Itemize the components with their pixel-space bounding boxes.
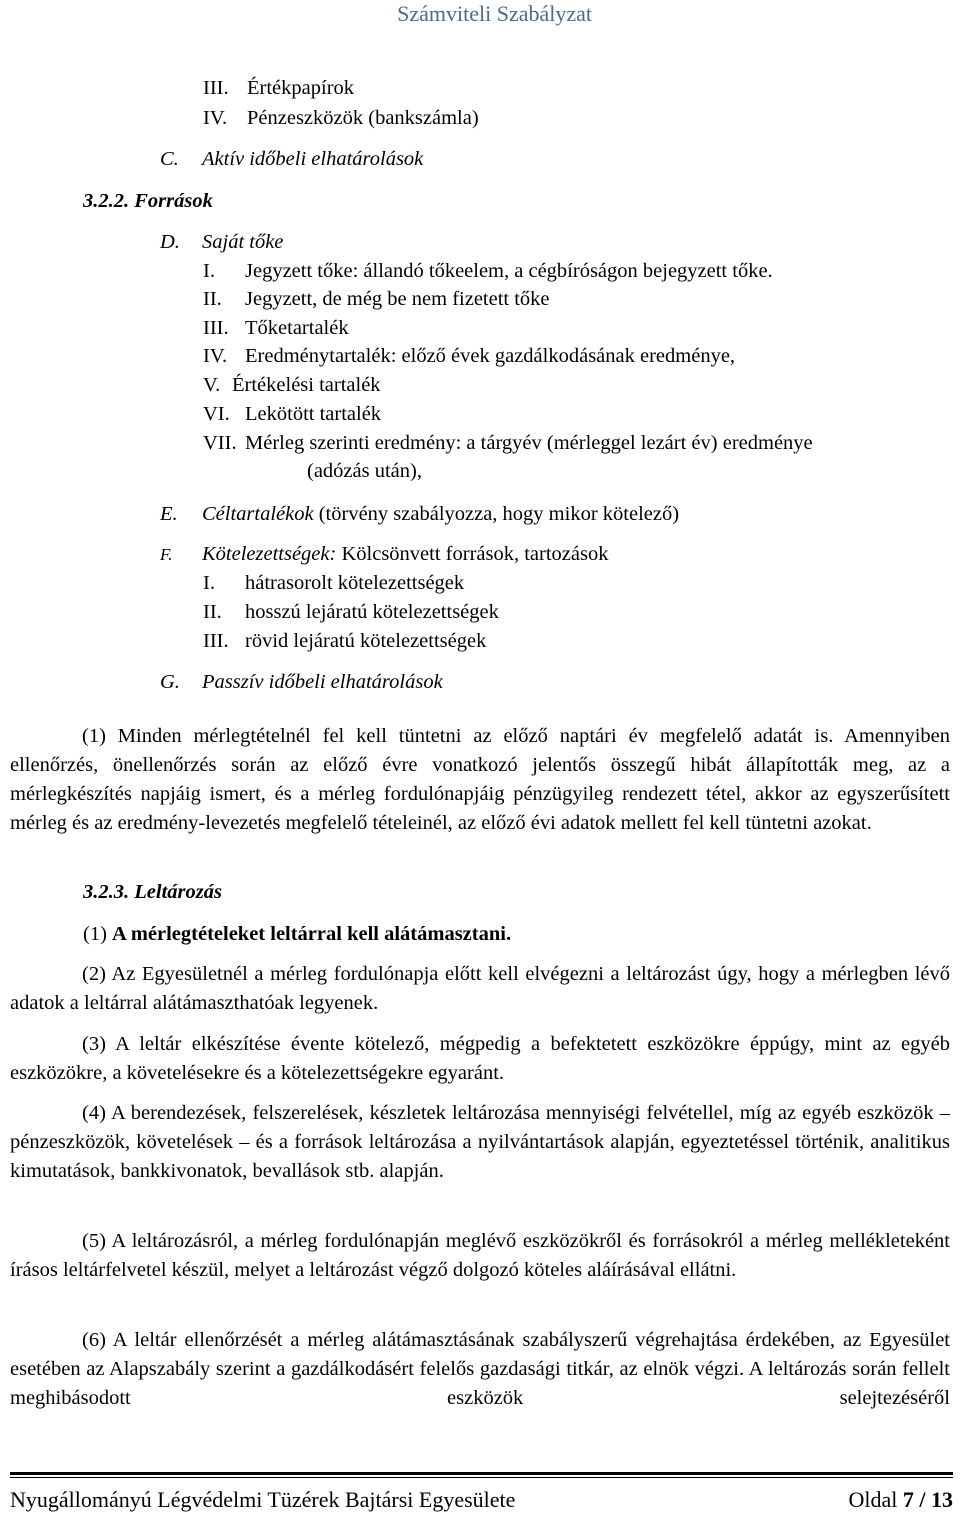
paragraph-text: (1) Minden mérlegtételnél fel kell tüntetni az előző naptári év megfelelő adatát is. Amennyiben ellenőrzés, önellenőrzés során az előző évre vonatkozó jelentős összegű hibát állapították meg, az a mérlegkészítés napjáig ismert, és a mérleg fordulónapjáig pénzügyileg rendezett tétel, akkor az egyszerűsített mérleg és az eredmény-levezetés megfelelő tételeinél, az előző évi adatok mellett fel kell tüntetni azokat. bbox=[10, 725, 950, 834]
page-label: Oldal bbox=[848, 1487, 898, 1512]
list-item-continuation: (adózás után), bbox=[307, 460, 422, 482]
list-item bbox=[203, 76, 355, 100]
footer-rule-thick bbox=[10, 1472, 953, 1475]
page-total: 13 bbox=[931, 1487, 953, 1512]
section-e bbox=[160, 502, 680, 526]
list-item bbox=[203, 344, 736, 368]
leltar-paragraph-6 bbox=[10, 1326, 950, 1413]
list-item-number: III. bbox=[203, 630, 229, 652]
list-item bbox=[203, 600, 499, 624]
list-item-number: VI. bbox=[203, 403, 230, 425]
list-item-text: Tőketartalék bbox=[245, 317, 349, 339]
section-letter: D. bbox=[160, 231, 180, 253]
list-item bbox=[203, 316, 349, 340]
leltar-paragraph-5 bbox=[10, 1227, 950, 1285]
list-item-number: II. bbox=[203, 601, 222, 623]
paragraph-text: (5) A leltározásról, a mérleg fordulónapján meglévő eszközökről és forrásokról a mérleg mellékleteként írásos leltárfelvetel készül, melyet a leltározást végző dolgozó köteles aláírásával ellátni. bbox=[10, 1230, 950, 1281]
page-current: 7 bbox=[902, 1487, 914, 1512]
list-item-text: Eredménytartalék: előző évek gazdálkodásának eredménye, bbox=[245, 345, 736, 367]
leltar-paragraph-4 bbox=[10, 1099, 950, 1186]
section-g bbox=[160, 670, 443, 694]
section-c bbox=[160, 147, 424, 171]
paragraph-number: (1) bbox=[83, 923, 113, 945]
section-description: (törvény szabályozza, hogy mikor kötelező) bbox=[313, 503, 680, 525]
section-letter: C. bbox=[160, 148, 179, 170]
list-item-text: Jegyzett, de még be nem fizetett tőke bbox=[245, 288, 550, 310]
heading-title: Források bbox=[134, 190, 213, 212]
paragraph-text: (6) A leltár ellenőrzését a mérleg alátámasztásának szabályszerű végrehajtása érdekében, az Egyesület esetében az Alapszabály szerint a gazdálkodásért felelős gazdasági titkár, az elnök végzi. A leltározás során fellelt meghibásodott eszközök selejtezéséről bbox=[10, 1329, 950, 1409]
list-item-text: Mérleg szerinti eredmény: a tárgyév (mérleggel lezárt év) eredménye bbox=[245, 432, 813, 454]
section-letter: F. bbox=[160, 545, 173, 564]
paragraph-text: (3) A leltár elkészítése évente kötelező, mégpedig a befektetett eszközökre éppúgy, mint az egyéb eszközökre, a követelésekre és a kötelezettségekre egyaránt. bbox=[10, 1033, 950, 1084]
list-item bbox=[203, 402, 382, 426]
list-item bbox=[203, 259, 773, 283]
heading-3-2-2 bbox=[83, 189, 213, 213]
section-title: Kötelezettségek: bbox=[202, 543, 337, 565]
list-item bbox=[203, 373, 381, 397]
list-item-text: Jegyzett tőke: állandó tőkeelem, a cégbíróságon bejegyzett tőke. bbox=[245, 260, 773, 282]
list-item bbox=[203, 571, 465, 595]
footer-page-number bbox=[848, 1486, 953, 1514]
section-title: Saját tőke bbox=[202, 231, 284, 253]
section-letter: G. bbox=[160, 671, 180, 693]
leltar-paragraph-1 bbox=[83, 922, 511, 946]
list-item-number: I. bbox=[203, 572, 215, 594]
list-item-number: III. bbox=[203, 317, 229, 339]
paragraph-1 bbox=[10, 722, 950, 838]
page-separator: / bbox=[913, 1487, 931, 1512]
heading-number: 3.2.3. bbox=[83, 881, 130, 903]
list-item-number: V. bbox=[203, 374, 221, 396]
paragraph-text: (4) A berendezések, felszerelések, készletek leltározása mennyiségi felvétellel, míg az egyéb eszközök – pénzeszközök, követelések – és a források leltározása a nyilvántartások alapján, egyeztetéssel történik, analitikus kimutatások, bankkivonatok, bevallások stb. alapján. bbox=[10, 1102, 950, 1182]
list-item bbox=[203, 629, 487, 653]
section-title: Céltartalékok bbox=[202, 503, 314, 525]
paragraph-bold-text: A mérlegtételeket leltárral kell alátámasztani. bbox=[112, 923, 512, 945]
list-item-text: hátrasorolt kötelezettségek bbox=[245, 572, 465, 594]
list-item-text: Értékpapírok bbox=[247, 77, 355, 99]
list-item-number: I. bbox=[203, 260, 215, 282]
heading-title: Leltározás bbox=[134, 881, 222, 903]
footer-organization: Nyugállományú Légvédelmi Tüzérek Bajtársi Egyesülete bbox=[10, 1487, 516, 1512]
list-item-number: IV. bbox=[203, 345, 228, 367]
section-description: Kölcsönvett források, tartozások bbox=[336, 543, 609, 565]
list-item-number: III. bbox=[203, 77, 229, 99]
list-item-number: VII. bbox=[203, 432, 237, 454]
list-item-text: Értékelési tartalék bbox=[232, 374, 381, 396]
list-item-text: Lekötött tartalék bbox=[245, 403, 382, 425]
list-item bbox=[203, 431, 813, 455]
heading-number: 3.2.2. bbox=[83, 190, 130, 212]
section-title: Aktív időbeli elhatárolások bbox=[202, 148, 424, 170]
header-title: Számviteli Szabályzat bbox=[397, 1, 592, 26]
footer-rule-thin bbox=[10, 1477, 953, 1478]
heading-3-2-3 bbox=[83, 880, 222, 904]
section-f bbox=[160, 542, 609, 567]
leltar-paragraph-3 bbox=[10, 1030, 950, 1088]
section-letter: E. bbox=[160, 503, 178, 525]
section-title: Passzív időbeli elhatárolások bbox=[202, 671, 443, 693]
list-item-number: II. bbox=[203, 288, 222, 310]
paragraph-text: (2) Az Egyesületnél a mérleg fordulónapja előtt kell elvégezni a leltározást úgy, hogy a mérlegben lévő adatok a leltárral alátámaszthatóak legyenek. bbox=[10, 963, 950, 1014]
list-item-number: IV. bbox=[203, 107, 228, 129]
leltar-paragraph-2 bbox=[10, 960, 950, 1018]
list-item bbox=[203, 106, 479, 130]
section-d bbox=[160, 230, 284, 254]
list-item-text: Pénzeszközök (bankszámla) bbox=[247, 107, 479, 129]
list-item bbox=[203, 287, 550, 311]
list-item-text: rövid lejáratú kötelezettségek bbox=[245, 630, 487, 652]
list-item-text: hosszú lejáratú kötelezettségek bbox=[245, 601, 499, 623]
